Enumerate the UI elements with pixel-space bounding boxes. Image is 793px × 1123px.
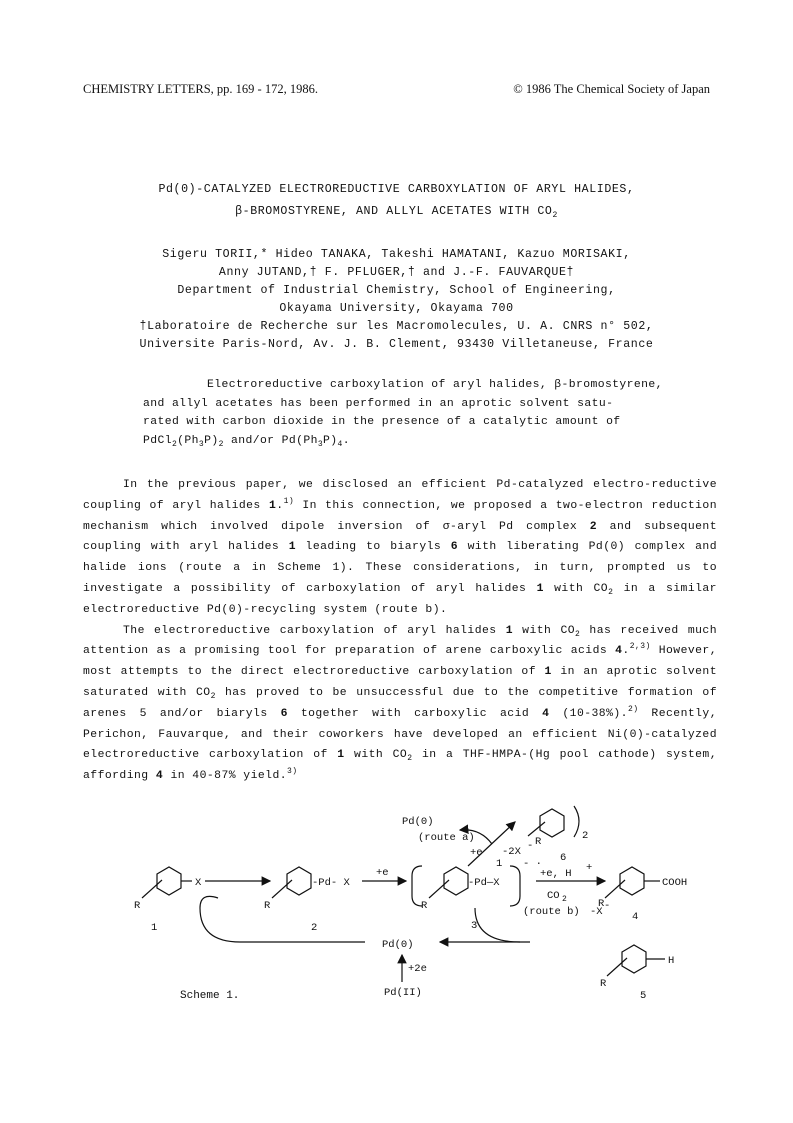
label-x-1: X	[195, 877, 202, 889]
label-one-under-e: 1	[496, 858, 503, 870]
label-pd0: Pd(0)	[382, 939, 414, 951]
running-header	[83, 82, 710, 98]
label-x-minus-sup: -	[604, 900, 611, 912]
label-subscript-2-biaryl: 2	[582, 830, 589, 842]
label-pdx-2: -Pd- X	[312, 877, 350, 889]
paper-title-line-2: β-BROMOSTYRENE, AND ALLYL ACETATES WITH $CO_2$	[235, 205, 558, 220]
affiliation-line-1: Department of Industrial Chemistry, School of Engineering,	[177, 284, 616, 297]
paper-title-line-1: Pd(0)-CATALYZED ELECTROREDUCTIVE CARBOXYLATION OF ARYL HALIDES,	[158, 183, 635, 196]
label-h-plus: +	[586, 862, 593, 874]
journal-citation: CHEMISTRY LETTERS, pp. 169 - 172, 1986.	[83, 82, 318, 96]
pd-recycle-loop	[200, 908, 365, 942]
compound-4-label: 4	[632, 911, 639, 923]
paragraph-2: The electroreductive carboxylation of aryl halides 1 with $CO_2$ has received much attention as a promising tool for preparation of arene carboxylic acids 4.$^{2,3)}$ However, most attempts to the direct electroreductive carboxylation of 1 in an aprotic solvent saturated with $CO_2$ has proved to be unsuccessful due to the competitive formation of arenes 5 and/or biaryls 6 together with carboxylic acid 4 (10-38%).$^{2)}$ Recently, Perichon, Fauvarque, and their coworkers have developed an efficient Ni(0)-catalyzed electroreductive carboxylation of 1 with $CO_2$ in a THF-HMPA-(Hg pool cathode) system, affording 4 in 40-87% yield.$^{3)}$	[83, 624, 718, 783]
label-r-1: R	[134, 900, 141, 912]
label-minus-2x: -2X	[502, 846, 521, 858]
body-text	[83, 475, 717, 787]
affiliation-line-2: Okayama University, Okayama 700	[279, 302, 514, 315]
label-r-6: R	[535, 836, 542, 848]
affiliation-line-3: †Laboratoire de Recherche sur les Macromolecules, U. A. CNRS n° 502,	[139, 320, 654, 333]
affiliation-line-4: Universite Paris-Nord, Av. J. B. Clement, 93430 Villetaneuse, France	[139, 338, 654, 351]
label-h-5: H	[668, 955, 675, 967]
label-plus-e-1: +e	[376, 867, 389, 879]
copyright-notice: © 1986 The Chemical Society of Japan	[513, 82, 710, 96]
compound-2-label: 2	[311, 922, 318, 934]
label-minus-x: -X	[590, 906, 603, 918]
author-list	[0, 246, 793, 354]
abstract	[143, 376, 663, 450]
compound-3-label: 3	[471, 920, 478, 932]
label-r-4: R	[598, 898, 605, 910]
label-pdx-3: -Pd—X	[468, 877, 500, 889]
label-pdii: Pd(II)	[384, 987, 422, 999]
label-route-a: (route a)	[418, 832, 475, 844]
label-pd0-route-a: Pd(0)	[402, 816, 434, 828]
abstract-line-1: Electroreductive carboxylation of aryl halides, β-bromostyrene,	[207, 379, 663, 391]
abstract-line-3: rated with carbon dioxide in the presence of a catalytic amount of	[143, 416, 621, 428]
label-co2: CO	[547, 890, 560, 902]
label-r-3: R	[421, 900, 428, 912]
label-2x-minus-sup: -	[527, 840, 534, 852]
label-plus-e-h: +e, H	[540, 868, 572, 880]
label-r-5: R	[600, 978, 607, 990]
abstract-line-4: $PdCl_2(Ph_3P)_2$ and/or $Pd(Ph_3P)_4$.	[143, 434, 350, 449]
scheme-1-diagram	[100, 800, 740, 1015]
paragraph-1: In the previous paper, we disclosed an efficient Pd-catalyzed electro-reductive coupling of aryl halides 1.$^{1)}$ In this connection, we proposed a two-electron reduction mechanism which involved dipole inversion of σ-aryl Pd complex 2 and subsequent coupling with aryl halides 1 leading to biaryls 6 with liberating Pd(0) complex and halide ions (route a in Scheme 1). These considerations, in turn, prompted us to investigate a possibility of carboxylation of aryl halides 1 with $CO_2$ in a similar electroreductive Pd(0)-recycling system (route b).	[83, 479, 717, 616]
author-line-2: Anny JUTAND,† F. PFLUGER,† and J.-F. FAUVARQUE†	[218, 266, 575, 279]
scheme-caption: Scheme 1.	[180, 990, 240, 1002]
label-r-2: R	[264, 900, 271, 912]
label-plus-2e: +2e	[408, 963, 427, 975]
compound-5-label: 5	[640, 990, 647, 1002]
abstract-line-2: and allyl acetates has been performed in an aprotic solvent satu-	[143, 397, 614, 410]
label-cooh: COOH	[662, 877, 688, 889]
compound-1-label: 1	[151, 922, 158, 934]
compound-6-label: 6	[560, 852, 567, 864]
label-radical-anion: - ·	[523, 858, 542, 870]
label-route-b: (route b)	[523, 906, 580, 918]
label-co2-sub: 2	[562, 895, 567, 904]
author-line-1: Sigeru TORII,* Hideo TANAKA, Takeshi HAMATANI, Kazuo MORISAKI,	[162, 248, 631, 261]
reaction-scheme	[100, 800, 740, 1015]
label-plus-e-2: +e	[470, 847, 483, 859]
